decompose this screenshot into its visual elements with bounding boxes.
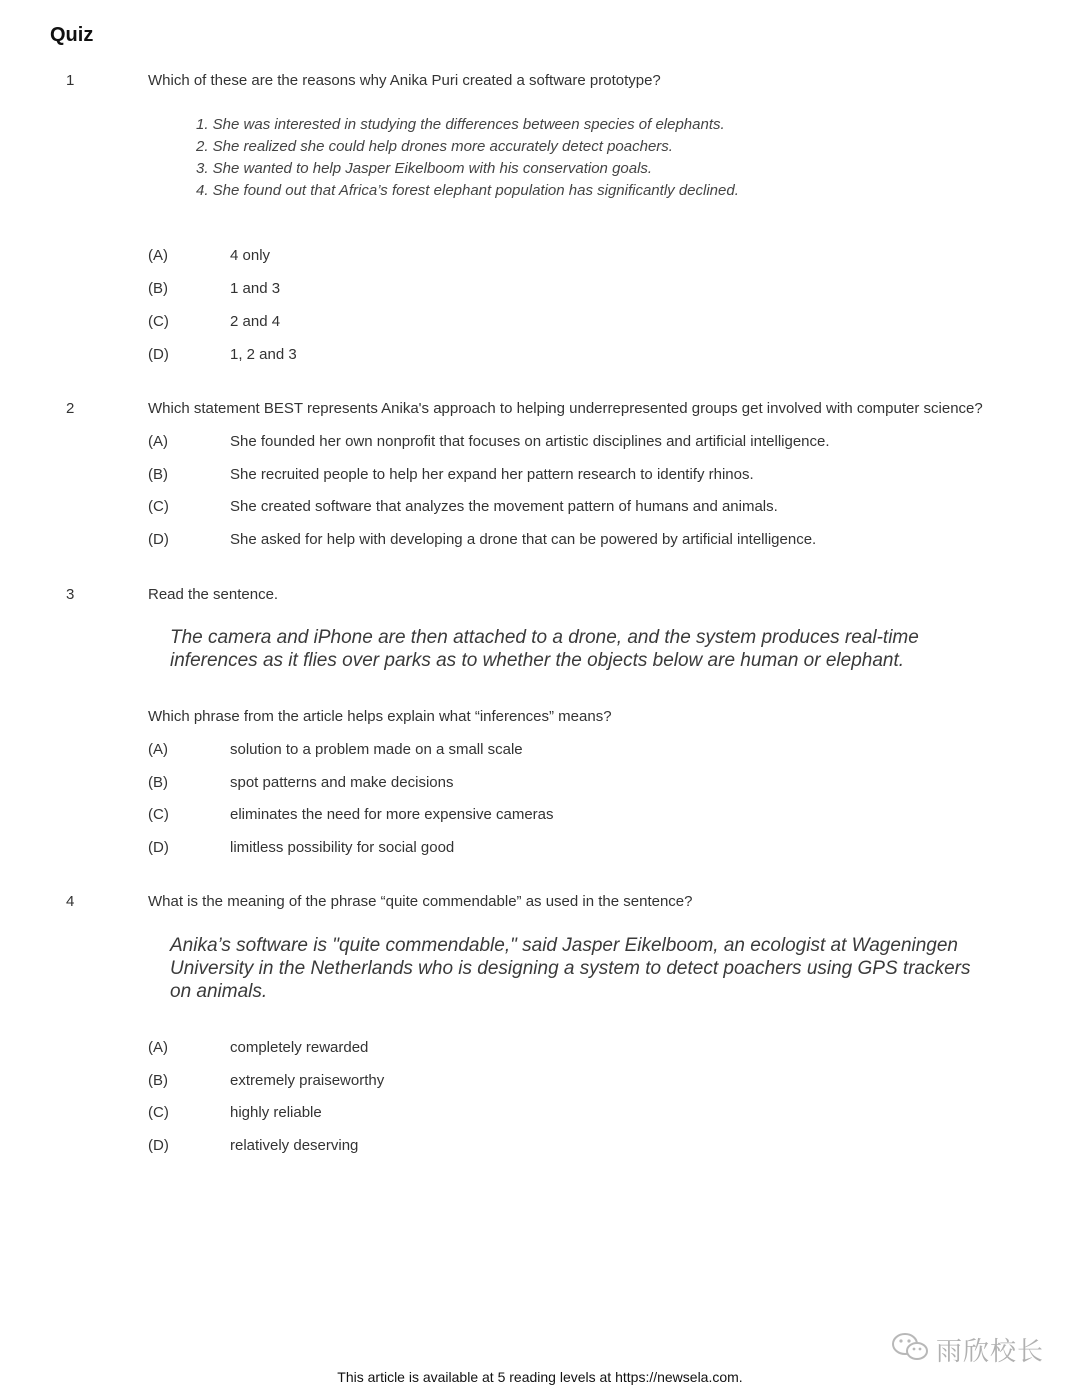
watermark xyxy=(890,1330,1044,1369)
page-title: Quiz xyxy=(50,24,94,46)
q1-option-a-letter[interactable]: (A) xyxy=(148,247,168,264)
question-1-statement: 1. She was interested in studying the differences between species of elephants. xyxy=(196,116,725,133)
q2-option-c-text[interactable]: She created software that analyzes the movement pattern of humans and animals. xyxy=(230,498,778,515)
question-2-number: 2 xyxy=(66,400,75,417)
question-1-text: Which of these are the reasons why Anika Puri created a software prototype? xyxy=(148,72,661,89)
question-3-quote-line: The camera and iPhone are then attached to a drone, and the system produces real-time xyxy=(170,627,919,648)
q4-option-c-text[interactable]: highly reliable xyxy=(230,1104,322,1121)
question-4-quote-line: on animals. xyxy=(170,981,268,1002)
q4-option-a-letter[interactable]: (A) xyxy=(148,1039,168,1056)
q4-option-b-letter[interactable]: (B) xyxy=(148,1072,168,1089)
question-1-statement: 2. She realized she could help drones more accurately detect poachers. xyxy=(196,138,673,155)
watermark-text: 雨欣校长 xyxy=(936,1336,1045,1366)
question-3-text: Read the sentence. xyxy=(148,586,279,603)
q2-option-c-letter[interactable]: (C) xyxy=(148,498,169,515)
q4-option-b-text[interactable]: extremely praiseworthy xyxy=(230,1072,385,1089)
q1-option-d-text[interactable]: 1, 2 and 3 xyxy=(230,346,297,363)
question-4-number: 4 xyxy=(66,893,75,910)
q2-option-a-text[interactable]: She founded her own nonprofit that focuses on artistic disciplines and artificial intelligence. xyxy=(230,433,830,450)
question-3-subtext: Which phrase from the article helps explain what “inferences” means? xyxy=(148,708,612,725)
q1-option-b-text[interactable]: 1 and 3 xyxy=(230,280,281,297)
question-2-text: Which statement BEST represents Anika's approach to helping underrepresented groups get involved with computer science? xyxy=(148,400,983,417)
q3-option-b-text[interactable]: spot patterns and make decisions xyxy=(230,774,454,791)
question-1-statement: 4. She found out that Africa’s forest elephant population has significantly declined. xyxy=(196,182,739,199)
q1-option-d-letter[interactable]: (D) xyxy=(148,346,169,363)
q3-option-a-letter[interactable]: (A) xyxy=(148,741,168,758)
question-3-number: 3 xyxy=(66,586,75,603)
question-3-quote-line: inferences as it flies over parks as to whether the objects below are human or elephant. xyxy=(170,650,905,671)
q4-option-d-letter[interactable]: (D) xyxy=(148,1137,169,1154)
q1-option-c-text[interactable]: 2 and 4 xyxy=(230,313,281,330)
q4-option-a-text[interactable]: completely rewarded xyxy=(230,1039,369,1056)
q3-option-c-letter[interactable]: (C) xyxy=(148,806,169,823)
question-4-text: What is the meaning of the phrase “quite commendable” as used in the sentence? xyxy=(148,893,693,910)
q3-option-c-text[interactable]: eliminates the need for more expensive cameras xyxy=(230,806,554,823)
q1-option-a-text[interactable]: 4 only xyxy=(230,247,271,264)
question-1-statement: 3. She wanted to help Jasper Eikelboom with his conservation goals. xyxy=(196,160,653,177)
footer-note: This article is available at 5 reading levels at https://newsela.com. xyxy=(337,1369,743,1385)
q1-option-b-letter[interactable]: (B) xyxy=(148,280,168,297)
wechat-icon xyxy=(890,1330,930,1369)
q2-option-d-text[interactable]: She asked for help with developing a drone that can be powered by artificial intelligence. xyxy=(230,531,817,548)
q1-option-c-letter[interactable]: (C) xyxy=(148,313,169,330)
q4-option-d-text[interactable]: relatively deserving xyxy=(230,1137,359,1154)
q4-option-c-letter[interactable]: (C) xyxy=(148,1104,169,1121)
q3-option-d-letter[interactable]: (D) xyxy=(148,839,169,856)
question-1-number: 1 xyxy=(66,72,75,89)
q3-option-d-text[interactable]: limitless possibility for social good xyxy=(230,839,455,856)
question-4-quote-line: Anika’s software is "quite commendable," said Jasper Eikelboom, an ecologist at Wageningen xyxy=(170,935,958,956)
q3-option-a-text[interactable]: solution to a problem made on a small scale xyxy=(230,741,523,758)
question-4-quote-line: University in the Netherlands who is designing a system to detect poachers using GPS trackers xyxy=(170,958,971,979)
q2-option-b-text[interactable]: She recruited people to help her expand her pattern research to identify rhinos. xyxy=(230,466,754,483)
q2-option-b-letter[interactable]: (B) xyxy=(148,466,168,483)
q3-option-b-letter[interactable]: (B) xyxy=(148,774,168,791)
q2-option-a-letter[interactable]: (A) xyxy=(148,433,168,450)
q2-option-d-letter[interactable]: (D) xyxy=(148,531,169,548)
